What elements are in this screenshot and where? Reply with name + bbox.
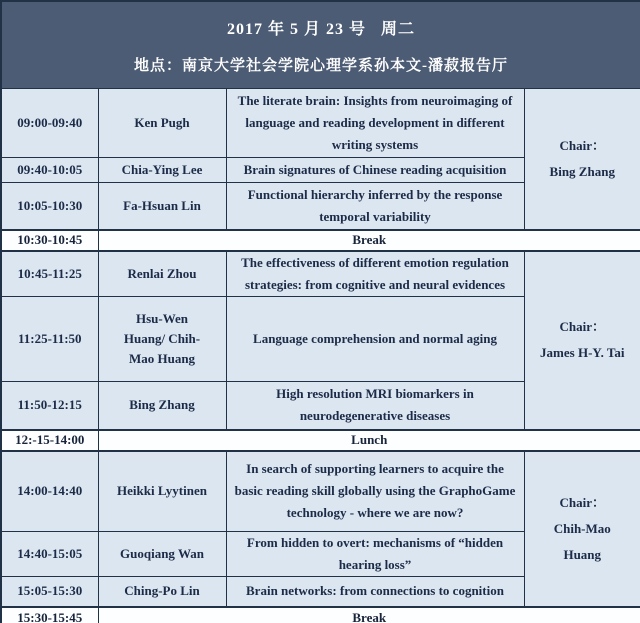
time-cell: 11:50-12:15 bbox=[1, 382, 98, 430]
speaker-cell: Guoqiang Wan bbox=[98, 532, 226, 577]
time-cell: 09:00-09:40 bbox=[1, 89, 98, 158]
talk-title-cell: Functional hierarchy inferred by the response temporal variability bbox=[226, 183, 524, 230]
break-row bbox=[1, 230, 640, 251]
speaker-cell: Ken Pugh bbox=[98, 89, 226, 158]
break-label-cell: Break bbox=[98, 230, 640, 251]
talk-title-cell: High resolution MRI biomarkers in neurodegenerative diseases bbox=[226, 382, 524, 430]
speaker-cell: Ching-Po Lin bbox=[98, 577, 226, 607]
chair-name: Bing Zhang bbox=[549, 163, 615, 179]
banner-location: 地点：南京大学社会学院心理学系孙本文-潘菽报告厅 bbox=[134, 57, 508, 74]
talk-title-cell: In search of supporting learners to acquire the basic reading skill globally using the GraphoGame technology - where we are now? bbox=[226, 451, 524, 532]
time-cell: 09:40-10:05 bbox=[1, 158, 98, 183]
speaker-cell: Hsu-Wen Huang/ Chih-Mao Huang bbox=[98, 297, 226, 382]
chair-name: Chih-Mao Huang bbox=[553, 520, 611, 562]
speaker-cell: Heikki Lyytinen bbox=[98, 451, 226, 532]
time-cell: 10:30-10:45 bbox=[1, 230, 98, 251]
time-cell: 14:40-15:05 bbox=[1, 532, 98, 577]
table-row bbox=[1, 451, 640, 532]
chair-label: Chair： bbox=[559, 319, 605, 334]
talk-title-cell: The effectiveness of different emotion regulation strategies: from cognitive and neural evidences bbox=[226, 251, 524, 297]
speaker-cell: Bing Zhang bbox=[98, 382, 226, 430]
chair-label: Chair： bbox=[559, 137, 605, 153]
lunch-row bbox=[1, 430, 640, 451]
chair-cell bbox=[524, 251, 640, 430]
talk-title-cell: Brain networks: from connections to cognition bbox=[226, 577, 524, 607]
break-label-cell: Break bbox=[98, 607, 640, 623]
talk-title-cell: Brain signatures of Chinese reading acquisition bbox=[226, 158, 524, 183]
banner-date: 2017 年 5 月 23 号 周二 bbox=[226, 20, 415, 38]
time-cell: 10:45-11:25 bbox=[1, 251, 98, 297]
speaker-cell: Chia-Ying Lee bbox=[98, 158, 226, 183]
break-row bbox=[1, 607, 640, 623]
banner-cell bbox=[1, 1, 640, 89]
time-cell: 14:00-14:40 bbox=[1, 451, 98, 532]
banner-row bbox=[1, 1, 640, 89]
time-cell: 10:05-10:30 bbox=[1, 183, 98, 230]
chair-cell bbox=[524, 89, 640, 230]
time-cell: 15:30-15:45 bbox=[1, 607, 98, 623]
time-cell: 12:-15-14:00 bbox=[1, 430, 98, 451]
table-row bbox=[1, 251, 640, 297]
chair-cell bbox=[524, 451, 640, 607]
speaker-cell: Renlai Zhou bbox=[98, 251, 226, 297]
time-cell: 11:25-11:50 bbox=[1, 297, 98, 382]
speaker-cell: Fa-Hsuan Lin bbox=[98, 183, 226, 230]
talk-title-cell: The literate brain: Insights from neuroimaging of language and reading development in different writing systems bbox=[226, 89, 524, 158]
time-cell: 15:05-15:30 bbox=[1, 577, 98, 607]
talk-title-cell: From hidden to overt: mechanisms of “hidden hearing loss” bbox=[226, 532, 524, 577]
chair-name: James H-Y. Tai bbox=[540, 345, 625, 360]
table-row bbox=[1, 89, 640, 158]
break-label-cell: Lunch bbox=[98, 430, 640, 451]
talk-title-cell: Language comprehension and normal aging bbox=[226, 297, 524, 382]
chair-label: Chair： bbox=[559, 494, 605, 510]
